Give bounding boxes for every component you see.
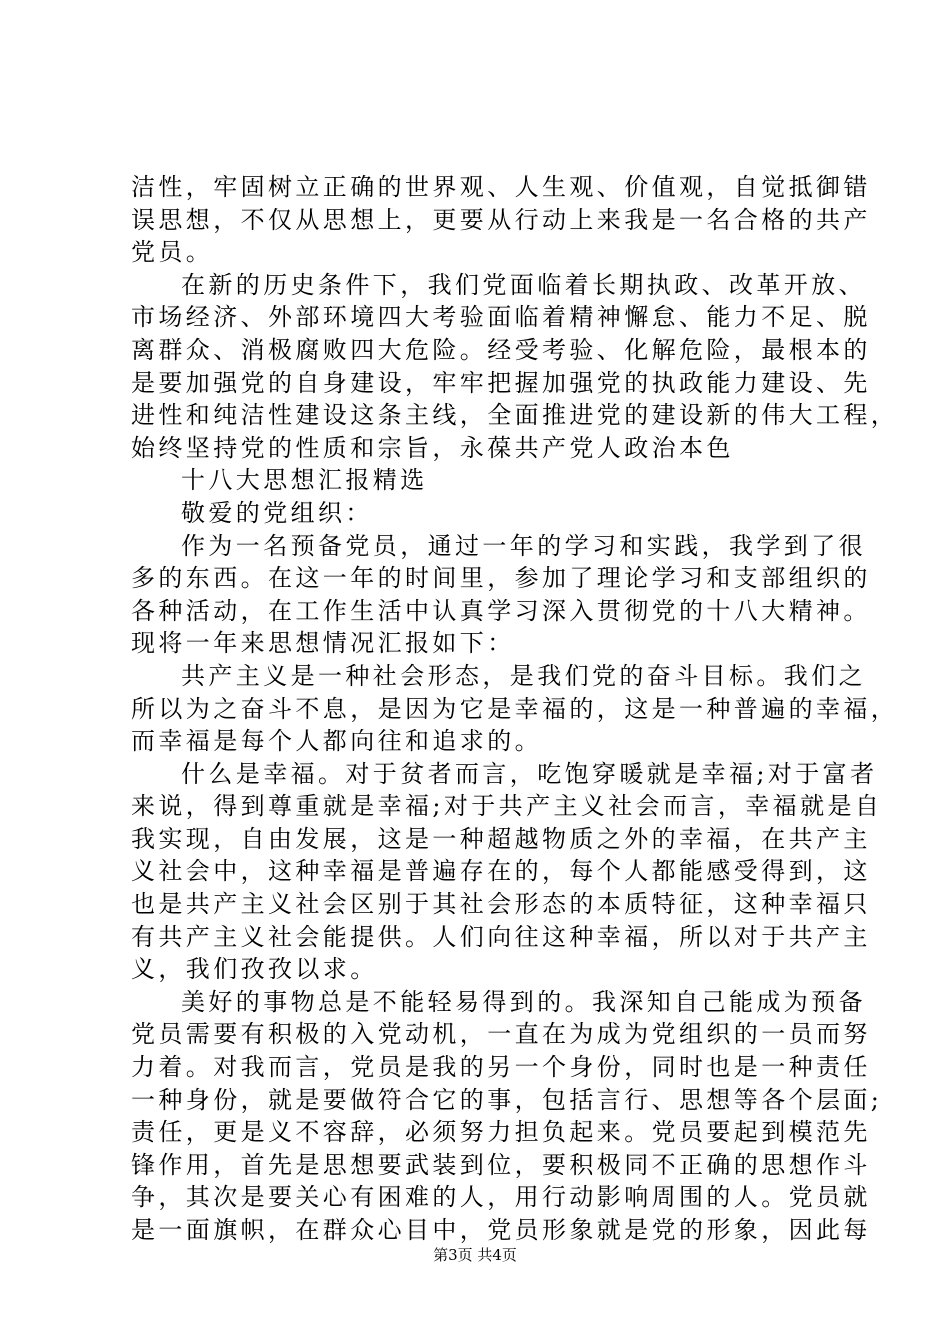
text-line: 误思想，不仅从思想上，更要从行动上来我是一名合格的共产	[131, 205, 871, 234]
text-line: 来说，得到尊重就是幸福;对于共产主义社会而言，幸福就是自	[131, 792, 883, 821]
text-line: 义社会中，这种幸福是普遍存在的，每个人都能感受得到，这	[131, 857, 871, 886]
text-line: 始终坚持党的性质和宗旨，永葆共产党人政治本色	[131, 433, 734, 462]
text-line: 是一面旗帜，在群众心目中，党员形象就是党的形象，因此每	[131, 1216, 871, 1244]
text-line: 是要加强党的自身建设，牢牢把握加强党的执政能力建设、先	[131, 368, 871, 397]
text-line: 我实现，自由发展，这是一种超越物质之外的幸福，在共产主	[131, 824, 871, 853]
paragraph-start: 美好的事物总是不能轻易得到的。我深知自己能成为预备	[181, 987, 866, 1016]
paragraph-start: 在新的历史条件下，我们党面临着长期执政、改革开放、	[181, 270, 866, 299]
text-line: 离群众、消极腐败四大危险。经受考验、化解危险，最根本的	[131, 335, 871, 364]
page-footer	[0, 1244, 950, 1265]
text-line: 争，其次是要关心有困难的人，用行动影响周围的人。党员就	[131, 1183, 871, 1212]
paragraph-start: 共产主义是一种社会形态，是我们党的奋斗目标。我们之	[181, 661, 866, 690]
text-line: 责任，更是义不容辞，必须努力担负起来。党员要起到模范先	[131, 1118, 871, 1147]
text-line: 党员。	[131, 238, 214, 267]
section-title: 十八大思想汇报精选	[181, 466, 428, 495]
text-line: 而幸福是每个人都向往和追求的。	[131, 727, 542, 756]
salutation: 敬爱的党组织：	[181, 498, 373, 527]
text-line: 市场经济、外部环境四大考验面临着精神懈怠、能力不足、脱	[131, 303, 871, 332]
page-number-label: 第3页 共4页	[433, 1246, 517, 1264]
text-line: 进性和纯洁性建设这条主线，全面推进党的建设新的伟大工程，	[131, 401, 899, 430]
paragraph-start: 什么是幸福。对于贫者而言，吃饱穿暖就是幸福;对于富者	[181, 759, 878, 788]
document-body	[131, 171, 899, 1247]
text-line: 洁性，牢固树立正确的世界观、人生观、价值观，自觉抵御错	[131, 173, 871, 201]
text-line: 锋作用，首先是思想要武装到位，要积极同不正确的思想作斗	[131, 1150, 871, 1179]
text-line: 多的东西。在这一年的时间里，参加了理论学习和支部组织的	[131, 564, 871, 593]
text-line: 所以为之奋斗不息，是因为它是幸福的，这是一种普遍的幸福，	[131, 694, 899, 723]
text-line: 一种身份，就是要做符合它的事，包括言行、思想等各个层面;	[131, 1085, 883, 1114]
text-line: 也是共产主义社会区别于其社会形态的本质特征，这种幸福只	[131, 890, 871, 919]
text-line: 党员需要有积极的入党动机，一直在为成为党组织的一员而努	[131, 1020, 871, 1049]
text-line: 力着。对我而言，党员是我的另一个身份，同时也是一种责任	[131, 1053, 871, 1082]
text-line: 现将一年来思想情况汇报如下：	[131, 629, 515, 658]
text-line: 义，我们孜孜以求。	[131, 955, 378, 984]
text-line: 各种活动，在工作生活中认真学习深入贯彻党的十八大精神。	[131, 596, 871, 625]
text-line: 有共产主义社会能提供。人们向往这种幸福，所以对于共产主	[131, 922, 871, 951]
paragraph-start: 作为一名预备党员，通过一年的学习和实践，我学到了很	[181, 531, 866, 560]
